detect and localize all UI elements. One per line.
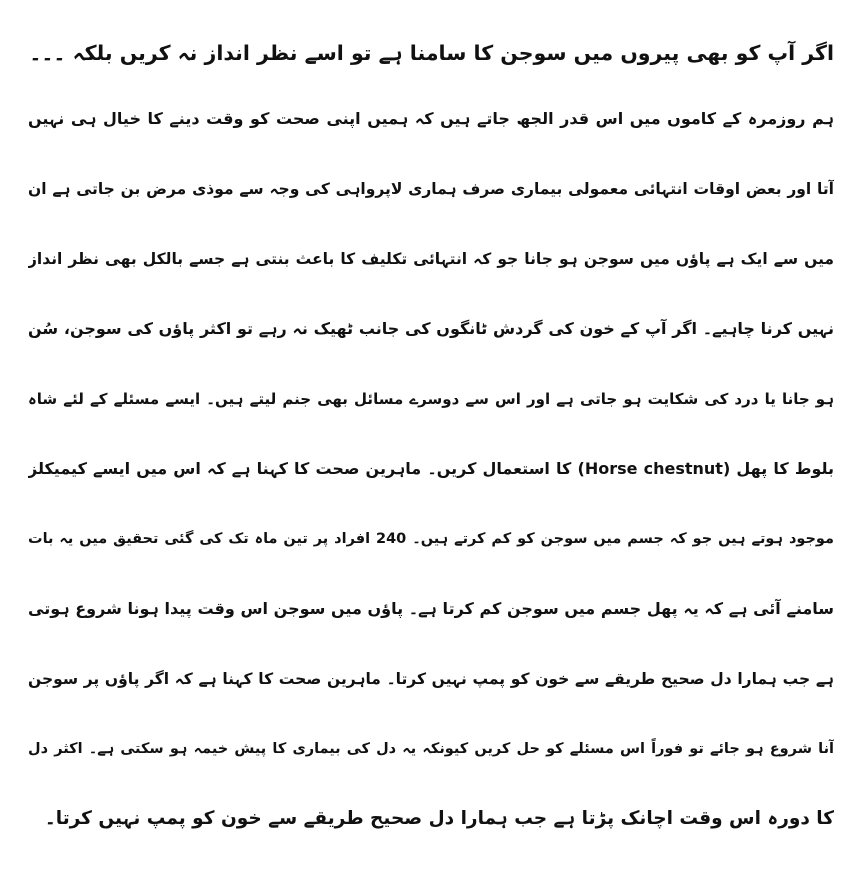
body-line: سامنے آئی ہے کہ یہ پھل جسم میں سوجن کم کرتا ہے۔ پاؤں میں سوجن اس وقت پیدا ہونا شروع ہوتی [28, 599, 834, 618]
body-line: آنا شروع ہو جائے تو فوراً اس مسئلے کو حل کریں کیونکہ یہ دل کی بیماری کا پیش خیمہ ہو سکتی ہے۔ اکثر دل [28, 741, 834, 757]
body-line: بلوط کا پھل (Horse chestnut) کا استعمال کریں۔ ماہرین صحت کا کہنا ہے کہ اس میں ایسے کیمیکلز [28, 459, 834, 478]
article [28, 22, 834, 854]
article-body [28, 84, 834, 854]
body-line: ہم روزمرہ کے کاموں میں اس قدر الجھ جاتے ہیں کہ ہمیں اپنی صحت کو وقت دینے کا خیال ہی نہیں [28, 109, 834, 128]
body-line: نہیں کرنا چاہیے۔ اگر آپ کے خون کی گردش ٹانگوں کی جانب ٹھیک نہ رہے تو اکثر پاؤں کی سوجن، سُن [28, 319, 834, 338]
body-line: کا دورہ اس وقت اچانک پڑتا ہے جب ہمارا دل صحیح طریقے سے خون کو پمپ نہیں کرتا۔ [44, 808, 834, 829]
body-line: آتا اور بعض اوقات انتہائی معمولی بیماری صرف ہماری لاپرواہی کی وجہ سے موذی مرض بن جاتی ہے ان [28, 180, 834, 198]
body-line: ہے جب ہمارا دل صحیح طریقے سے خون کو پمپ نہیں کرتا۔ ماہرین صحت کا کہنا ہے کہ اگر پاؤں پر سوجن [28, 670, 834, 688]
article-headline: اگر آپ کو بھی پیروں میں سوجن کا سامنا ہے تو اسے نظر انداز نہ کریں بلکہ ۔۔۔ [29, 41, 834, 65]
body-line: موجود ہوتے ہیں جو کہ جسم میں سوجن کو کم کرتے ہیں۔ 240 افراد پر تین ماہ تک کی گئی تحقیق میں یہ بات [28, 531, 834, 547]
body-line: ہو جانا یا درد کی شکایت ہو جاتی ہے اور اس سے دوسرے مسائل بھی جنم لیتے ہیں۔ ایسے مسئلے کے لئے شاہ [28, 390, 834, 408]
body-line: میں سے ایک ہے پاؤں میں سوجن ہو جانا جو کہ انتہائی تکلیف کا باعث بنتی ہے جسے بالکل بھی نظر انداز [28, 250, 834, 268]
